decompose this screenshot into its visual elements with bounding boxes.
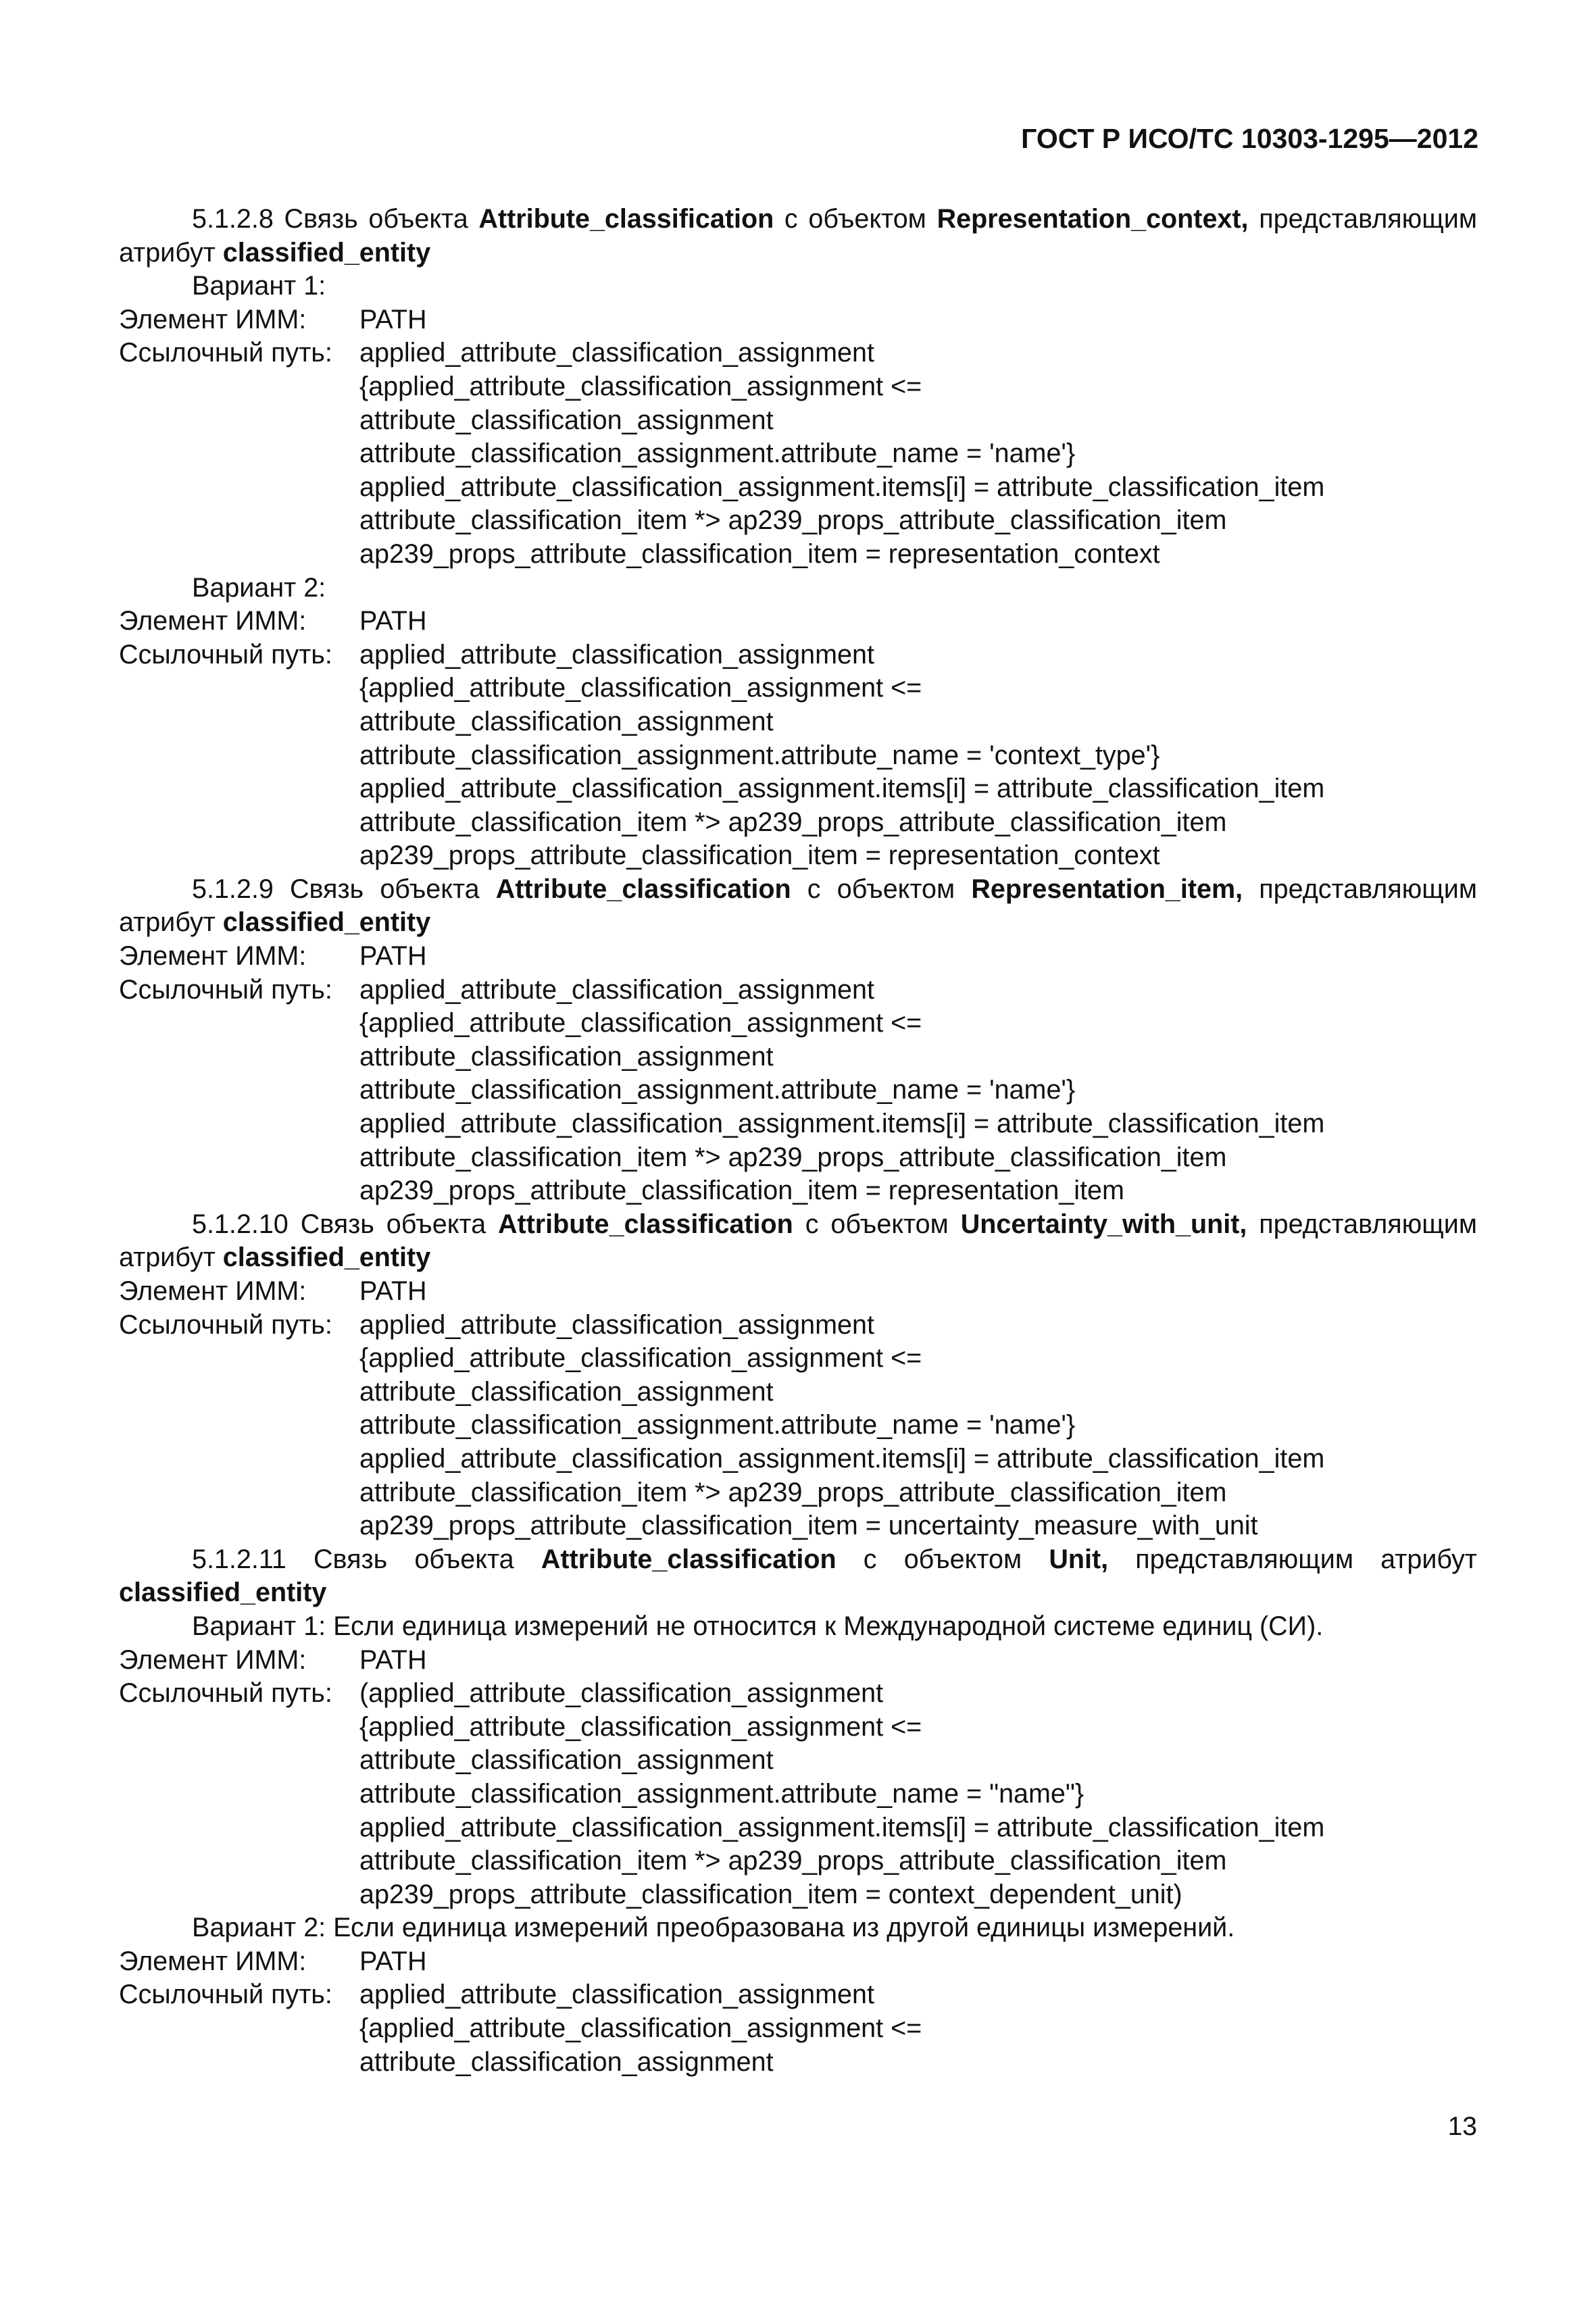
variant-label: Вариант 1: bbox=[192, 271, 326, 301]
variant-label: Вариант 2: bbox=[192, 572, 326, 603]
ref-path-line: applied_attribute_classification_assignment bbox=[359, 1980, 874, 2010]
ref-path-line: applied_attribute_classification_assignment.items[i] = attribute_classification_item bbox=[359, 1443, 1325, 1474]
element-row bbox=[119, 1275, 1477, 1309]
attribute-name: classified_entity bbox=[119, 1578, 327, 1608]
ref-path-line: attribute_classification_item *> ap239_props_attribute_classification_item bbox=[359, 1142, 1227, 1172]
ref-path-row bbox=[119, 1309, 1477, 1342]
ref-path-line: attribute_classification_assignment.attribute_name = 'name'} bbox=[359, 1410, 1076, 1440]
ref-path-line: attribute_classification_assignment.attribute_name = "name"} bbox=[359, 1778, 1084, 1809]
ref-path-line: attribute_classification_assignment bbox=[359, 1745, 774, 1776]
ref-path-line: attribute_classification_assignment bbox=[359, 706, 774, 736]
element-row bbox=[119, 1945, 1477, 1979]
element-row bbox=[119, 940, 1477, 974]
heading-text: 5.1.2.10 Связь объекта bbox=[192, 1209, 498, 1239]
heading-text: с объектом bbox=[836, 1544, 1049, 1574]
element-label: Элемент ИММ: bbox=[119, 606, 307, 636]
entity-name: Representation_item, bbox=[971, 874, 1243, 904]
heading-text: атрибут bbox=[119, 237, 223, 268]
heading-text: с объектом bbox=[793, 1209, 961, 1239]
element-row bbox=[119, 1644, 1477, 1678]
variant-label: Вариант 2: Если единица измерений преобразована из другой единицы измерений. bbox=[192, 1913, 1235, 1943]
section-heading-5128-cont bbox=[119, 236, 1477, 270]
ref-path-line: {applied_attribute_classification_assignment <= bbox=[359, 2013, 922, 2044]
section-heading-5128 bbox=[119, 203, 1477, 236]
heading-text: представляющим bbox=[1248, 204, 1477, 234]
ref-path-label: Ссылочный путь: bbox=[119, 974, 332, 1005]
ref-path-line: {applied_attribute_classification_assignment <= bbox=[359, 371, 922, 401]
entity-name: Representation_context, bbox=[937, 204, 1249, 234]
ref-path-line: {applied_attribute_classification_assignment <= bbox=[359, 673, 922, 703]
attribute-name: classified_entity bbox=[222, 1242, 431, 1273]
section-heading-5129-cont bbox=[119, 906, 1477, 940]
ref-path-line: ap239_props_attribute_classification_item = representation_context bbox=[359, 840, 1160, 871]
entity-name: Uncertainty_with_unit, bbox=[960, 1209, 1247, 1239]
entity-name: Unit, bbox=[1049, 1544, 1109, 1574]
element-label: Элемент ИММ: bbox=[119, 1276, 307, 1306]
ref-path-line: attribute_classification_assignment bbox=[359, 2046, 774, 2077]
element-value: PATH bbox=[359, 1644, 427, 1675]
page-number: 13 bbox=[1447, 2112, 1477, 2141]
heading-text: атрибут bbox=[119, 1242, 223, 1273]
heading-text: 5.1.2.11 Связь объекта bbox=[192, 1544, 541, 1574]
ref-path-label: Ссылочный путь: bbox=[119, 639, 332, 670]
ref-path-label: Ссылочный путь: bbox=[119, 1678, 332, 1709]
heading-text: 5.1.2.9 Связь объекта bbox=[192, 874, 496, 904]
variant-label: Вариант 1: Если единица измерений не относится к Международной системе единиц (СИ). bbox=[192, 1611, 1324, 1641]
ref-path-line: attribute_classification_assignment.attribute_name = 'name'} bbox=[359, 438, 1076, 469]
element-value: PATH bbox=[359, 606, 427, 636]
heading-text: с объектом bbox=[774, 204, 937, 234]
element-row bbox=[119, 605, 1477, 638]
ref-path-line: attribute_classification_item *> ap239_props_attribute_classification_item bbox=[359, 807, 1227, 837]
ref-path-label: Ссылочный путь: bbox=[119, 1309, 332, 1340]
ref-path-line: applied_attribute_classification_assignment bbox=[359, 639, 874, 670]
entity-name: Attribute_classification bbox=[495, 874, 791, 904]
element-label: Элемент ИММ: bbox=[119, 1644, 307, 1675]
attribute-name: classified_entity bbox=[222, 907, 431, 938]
section-heading-51211-cont bbox=[119, 1576, 1477, 1610]
ref-path-line: attribute_classification_assignment bbox=[359, 1376, 774, 1407]
element-row bbox=[119, 303, 1477, 337]
section-heading-5129 bbox=[119, 873, 1477, 907]
ref-path-line: ap239_props_attribute_classification_item = context_dependent_unit) bbox=[359, 1879, 1182, 1909]
ref-path-line: attribute_classification_assignment bbox=[359, 1041, 774, 1072]
ref-path-line: applied_attribute_classification_assignment.items[i] = attribute_classification_item bbox=[359, 774, 1325, 804]
ref-path-row bbox=[119, 336, 1477, 370]
element-value: PATH bbox=[359, 304, 427, 334]
element-value: PATH bbox=[359, 941, 427, 972]
ref-path-line: attribute_classification_item *> ap239_props_attribute_classification_item bbox=[359, 505, 1227, 536]
document-body bbox=[119, 203, 1477, 2079]
ref-path-line: attribute_classification_assignment.attribute_name = 'name'} bbox=[359, 1075, 1076, 1105]
ref-path-line: ap239_props_attribute_classification_item = uncertainty_measure_with_unit bbox=[359, 1511, 1258, 1541]
entity-name: Attribute_classification bbox=[541, 1544, 837, 1574]
attribute-name: classified_entity bbox=[222, 237, 431, 268]
heading-text: атрибут bbox=[119, 907, 223, 938]
ref-path-line: {applied_attribute_classification_assignment <= bbox=[359, 1343, 922, 1374]
ref-path-line: {applied_attribute_classification_assignment <= bbox=[359, 1711, 922, 1742]
heading-text: представляющим bbox=[1243, 874, 1477, 904]
ref-path-line: applied_attribute_classification_assignment bbox=[359, 974, 874, 1005]
ref-path-line: applied_attribute_classification_assignment.items[i] = attribute_classification_item bbox=[359, 1812, 1325, 1842]
element-label: Элемент ИММ: bbox=[119, 1946, 307, 1976]
ref-path-line: applied_attribute_classification_assignment.items[i] = attribute_classification_item bbox=[359, 1109, 1325, 1139]
section-heading-51210-cont bbox=[119, 1241, 1477, 1275]
ref-path-line: (applied_attribute_classification_assignment bbox=[359, 1678, 884, 1709]
ref-path-line: ap239_props_attribute_classification_item = representation_context bbox=[359, 538, 1160, 569]
section-heading-51210 bbox=[119, 1208, 1477, 1242]
document-code-header: ГОСТ Р ИСО/ТС 10303-1295—2012 bbox=[1021, 123, 1478, 154]
heading-text: представляющим атрибут bbox=[1108, 1544, 1477, 1574]
section-heading-51211 bbox=[119, 1543, 1477, 1577]
ref-path-line: attribute_classification_item *> ap239_props_attribute_classification_item bbox=[359, 1846, 1227, 1876]
element-value: PATH bbox=[359, 1946, 427, 1976]
ref-path-row bbox=[119, 1978, 1477, 2012]
ref-path-line: applied_attribute_classification_assignment bbox=[359, 338, 874, 368]
ref-path-line: attribute_classification_assignment.attribute_name = 'context_type'} bbox=[359, 740, 1160, 770]
ref-path-row bbox=[119, 638, 1477, 672]
element-label: Элемент ИММ: bbox=[119, 941, 307, 972]
entity-name: Attribute_classification bbox=[497, 1209, 793, 1239]
ref-path-line: attribute_classification_assignment bbox=[359, 405, 774, 435]
heading-text: с объектом bbox=[791, 874, 972, 904]
element-value: PATH bbox=[359, 1276, 427, 1306]
heading-text: 5.1.2.8 Связь объекта bbox=[192, 204, 479, 234]
ref-path-row bbox=[119, 974, 1477, 1007]
ref-path-label: Ссылочный путь: bbox=[119, 1980, 332, 2010]
element-label: Элемент ИММ: bbox=[119, 304, 307, 334]
ref-path-line: applied_attribute_classification_assignment bbox=[359, 1309, 874, 1340]
ref-path-line: applied_attribute_classification_assignment.items[i] = attribute_classification_item bbox=[359, 472, 1325, 502]
heading-text: представляющим bbox=[1247, 1209, 1477, 1239]
ref-path-row bbox=[119, 1677, 1477, 1711]
ref-path-line: {applied_attribute_classification_assignment <= bbox=[359, 1008, 922, 1038]
ref-path-label: Ссылочный путь: bbox=[119, 338, 332, 368]
entity-name: Attribute_classification bbox=[478, 204, 774, 234]
ref-path-line: attribute_classification_item *> ap239_props_attribute_classification_item bbox=[359, 1477, 1227, 1507]
ref-path-line: ap239_props_attribute_classification_item = representation_item bbox=[359, 1176, 1124, 1206]
